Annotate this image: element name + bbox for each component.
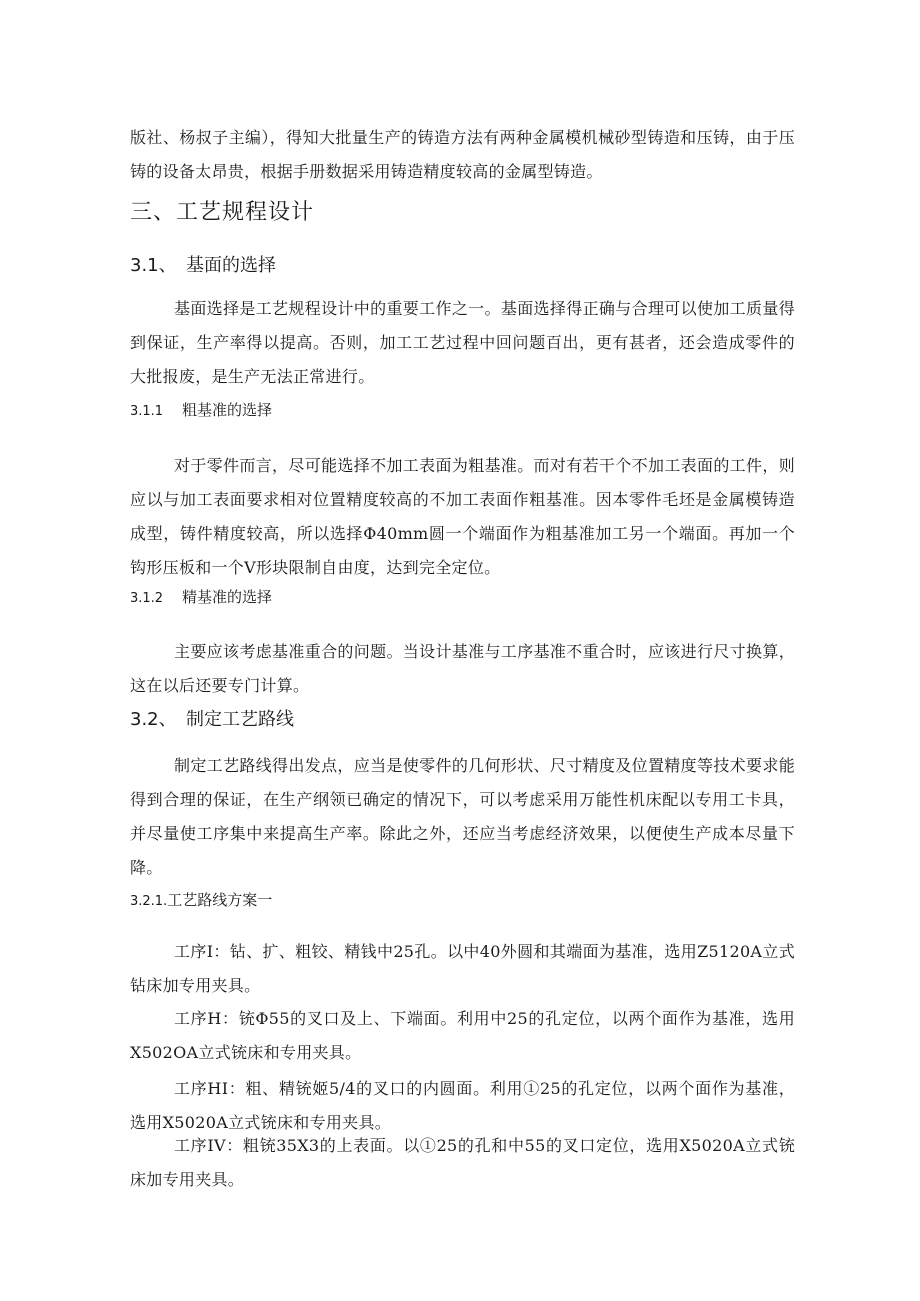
section-number: 3.2、 — [130, 709, 177, 730]
section-3-1-2-heading — [130, 585, 795, 611]
section-3-2-1-heading — [130, 888, 795, 914]
section-3-2-heading — [130, 706, 795, 734]
section-title: 精基准的选择 — [182, 588, 273, 606]
section-title: 基面的选择 — [186, 255, 276, 276]
section-3-1-2-paragraph: 主要应该考虑基准重合的问题。当设计基准与工序基准不重合时，应该进行尺寸换算，这在以后还要专门计算。 — [130, 642, 795, 695]
chapter-title: 三、工艺规程设计 — [130, 200, 315, 225]
operation-item: 工序IV：粗铳35X3的上表面。以①25的孔和中55的叉口定位，选用X5020A立式铳床加专用夹具。 — [130, 1136, 795, 1189]
section-3-2-paragraph: 制定工艺路线得出发点，应当是使零件的几何形状、尺寸精度及位置精度等技术要求能得到合理的保证，在生产纲领已确定的情况下，可以考虑采用万能性机床配以专用工卡具，并尽量使工序集中来提高生产率。除此之外，还应当考虑经济效果，以便使生产成本尽量下降。 — [130, 756, 795, 877]
operation-item: 工序HI：粗、精铳姬5/4的叉口的内圆面。利用①25的孔定位，以两个面作为基准，选用X5020A立式铳床和专用夹具。 — [130, 1079, 795, 1132]
operation-item: 工序I：钻、扩、粗铰、精钱中25孔。以中40外圆和其端面为基准，选用Z5120A立式钻床加专用夹具。 — [130, 942, 795, 995]
operation-item: 工序H：铳Φ55的叉口及上、下端面。利用中25的孔定位，以两个面作为基准，选用X502OA立式铳床和专用夹具。 — [130, 1009, 795, 1062]
intro-paragraph: 版社、杨叔子主编），得知大批量生产的铸造方法有两种金属模机械砂型铸造和压铸，由于压铸的设备太昂贵，根据手册数据采用铸造精度较高的金属型铸造。 — [130, 128, 795, 181]
section-3-1-1-heading — [130, 398, 795, 424]
section-3-1-paragraph: 基面选择是工艺规程设计中的重要工作之一。基面选择得正确与合理可以使加工质量得到保证，生产率得以提高。否则，加工工艺过程中回问题百出，更有甚者，还会造成零件的大批报废，是生产无法正常进行。 — [130, 299, 795, 386]
section-number: 3.1、 — [130, 255, 177, 276]
section-number: 3.1.1 — [130, 404, 164, 419]
section-title: 粗基准的选择 — [182, 401, 273, 419]
section-3-1-1-paragraph: 对于零件而言，尽可能选择不加工表面为粗基准。而对有若干个不加工表面的工件，则应以与加工表面要求相对位置精度较高的不加工表面作粗基准。因本零件毛坯是金属模铸造成型，铸件精度较高，所以选择Φ40mm圆一个端面作为粗基准加工另一个端面。再加一个钩形压板和一个V形块限制自由度，达到完全定位。 — [130, 456, 795, 577]
section-number: 3.2.1. — [130, 894, 168, 909]
section-title: 工艺路线方案一 — [167, 891, 273, 909]
section-title: 制定工艺路线 — [186, 709, 294, 730]
section-3-1-heading — [130, 252, 795, 280]
section-number: 3.1.2 — [130, 591, 164, 606]
